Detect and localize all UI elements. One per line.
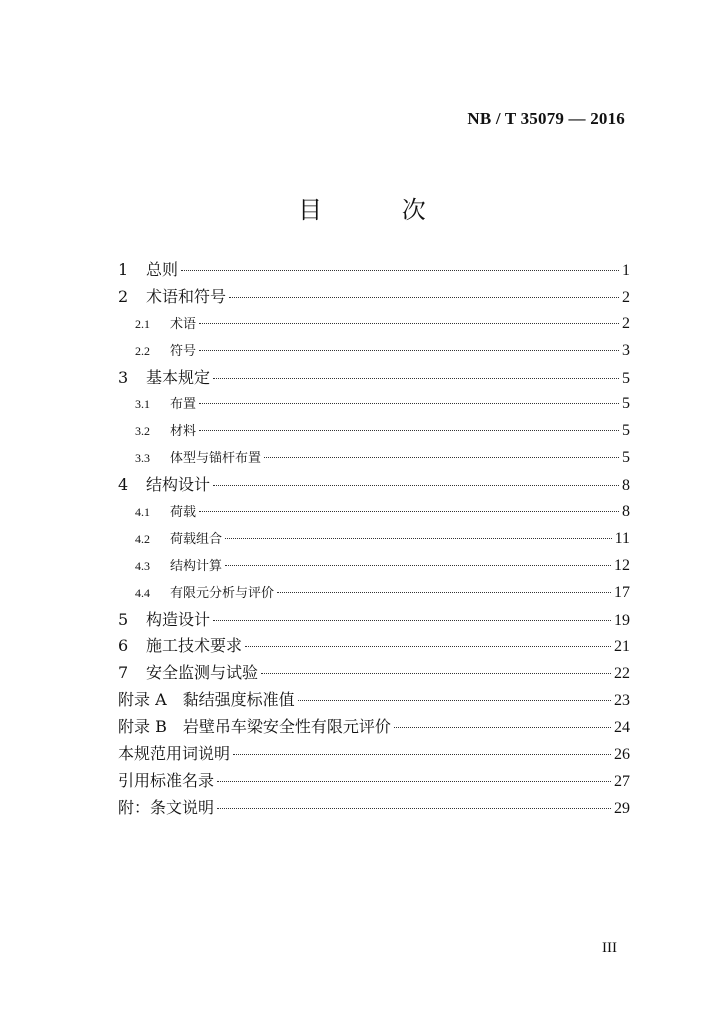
dot-leader (199, 350, 619, 351)
toc-entry[interactable] (118, 553, 630, 580)
toc-entry-label: 荷载 (170, 505, 197, 521)
toc-entry[interactable] (118, 391, 630, 418)
toc-entry-label: 体型与锚杆布置 (170, 451, 262, 467)
toc-entry-label: 布置 (170, 397, 197, 413)
toc-entry-number: 3.3 (135, 451, 150, 466)
dot-leader (245, 646, 611, 647)
toc-entry-label: 基本规定 (146, 367, 211, 387)
toc-entry-number: 3.2 (135, 424, 150, 439)
toc-entry-page: 8 (622, 477, 630, 495)
toc-entry-page: 27 (614, 772, 630, 790)
toc-entry-number: 4.1 (135, 505, 150, 520)
toc-entry-number: 4.3 (135, 558, 150, 573)
toc-entry-label: 引用标准名录 (118, 770, 215, 790)
dot-leader (199, 430, 619, 431)
toc-entry-label: 构造设计 (146, 609, 211, 629)
dot-leader (213, 378, 619, 379)
toc-entry-page: 5 (622, 422, 630, 440)
toc-entry-page: 17 (614, 583, 630, 601)
dot-leader (225, 538, 612, 539)
toc-entry-label: 附：条文说明 (118, 797, 215, 817)
toc-entry-page: 12 (614, 556, 630, 574)
page-title: 目 次 (298, 196, 462, 224)
toc-entry-label: 荷载组合 (170, 531, 223, 547)
toc-entry-page: 8 (622, 503, 630, 521)
toc-entry-page: 5 (622, 449, 630, 467)
toc-entry-label: 总则 (146, 260, 179, 279)
toc-entry-page: 19 (614, 611, 630, 629)
toc-entry[interactable] (118, 365, 630, 392)
dot-leader (181, 270, 619, 271)
toc-entry-label: 附录 A 黏结强度标准值 (118, 690, 295, 710)
toc-entry[interactable] (118, 741, 630, 768)
toc-entry[interactable] (118, 687, 630, 714)
toc-entry[interactable] (118, 472, 630, 499)
toc-entry-page: 21 (614, 638, 630, 656)
toc-entry-number: 3.1 (135, 397, 150, 412)
dot-leader (199, 511, 619, 512)
dot-leader (217, 808, 611, 809)
toc-entry[interactable] (118, 338, 630, 365)
toc-entry-label: 本规范用词说明 (118, 744, 231, 764)
dot-leader (199, 323, 619, 324)
toc-entry-page: 2 (622, 314, 630, 332)
toc-entry[interactable] (118, 311, 630, 338)
dot-leader (261, 673, 611, 674)
dot-leader (213, 485, 619, 486)
toc-entry-number: 1 (118, 260, 129, 279)
toc-entry-page: 11 (614, 529, 630, 547)
toc-entry-label: 安全监测与试验 (146, 663, 259, 683)
toc-entry-label: 术语和符号 (146, 286, 227, 306)
dot-leader (298, 700, 611, 701)
toc-entry[interactable] (118, 714, 630, 741)
toc-entry[interactable] (118, 580, 630, 607)
toc-entry-page: 5 (622, 369, 630, 387)
toc-entry-number: 3 (118, 367, 129, 387)
dot-leader (233, 754, 611, 755)
toc-entry-number: 4.2 (135, 531, 150, 546)
toc-entry[interactable] (118, 257, 630, 284)
toc-entry[interactable] (118, 418, 630, 445)
toc-entry-number: 5 (118, 609, 129, 629)
toc-entry[interactable] (118, 768, 630, 795)
toc-entry[interactable] (118, 284, 630, 311)
toc-entry-label: 材料 (170, 424, 197, 440)
toc-entry[interactable] (118, 526, 630, 553)
toc-entry-number: 6 (118, 636, 129, 656)
toc-entry[interactable] (118, 633, 630, 660)
dot-leader (225, 565, 611, 566)
toc-entry-label: 结构计算 (170, 558, 223, 574)
toc-entry-page: 2 (622, 288, 630, 306)
toc-entry-number: 4.4 (135, 585, 150, 600)
toc-entry-label: 有限元分析与评价 (170, 585, 275, 601)
dot-leader (277, 592, 611, 593)
standard-code: NB / T 35079 — 2016 (467, 109, 625, 128)
dot-leader (229, 297, 619, 298)
dot-leader (264, 457, 619, 458)
toc-entry-number: 2.1 (135, 316, 150, 331)
toc-entry-page: 3 (622, 341, 630, 359)
dot-leader (213, 620, 611, 621)
dot-leader (394, 727, 611, 728)
toc-entry-label: 结构设计 (146, 475, 211, 495)
toc-entry-page: 23 (614, 692, 630, 710)
toc-entry[interactable] (118, 445, 630, 472)
toc-entry[interactable] (118, 660, 630, 687)
toc-entry-page: 29 (614, 799, 630, 817)
toc-entry-label: 附录 B 岩壁吊车梁安全性有限元评价 (118, 717, 391, 737)
toc-entry-page: 1 (622, 262, 630, 279)
page-folio: III (602, 940, 617, 956)
toc-entry-number: 7 (118, 663, 129, 683)
toc-entry-label: 符号 (170, 343, 197, 359)
toc-entry-label: 施工技术要求 (146, 636, 243, 656)
toc-entry[interactable] (118, 607, 630, 634)
toc-entry-number: 2.2 (135, 343, 150, 358)
toc-entry-page: 22 (614, 665, 630, 683)
dot-leader (199, 403, 619, 404)
toc-entry-page: 26 (614, 746, 630, 764)
toc-entry-number: 2 (118, 286, 129, 306)
toc-entry-label: 术语 (170, 316, 197, 332)
toc-entry-number: 4 (118, 475, 129, 495)
table-of-contents (118, 257, 630, 822)
toc-entry[interactable] (118, 795, 630, 822)
toc-entry-page: 5 (622, 395, 630, 413)
dot-leader (217, 781, 611, 782)
toc-entry-page: 24 (614, 719, 630, 737)
toc-entry[interactable] (118, 499, 630, 526)
